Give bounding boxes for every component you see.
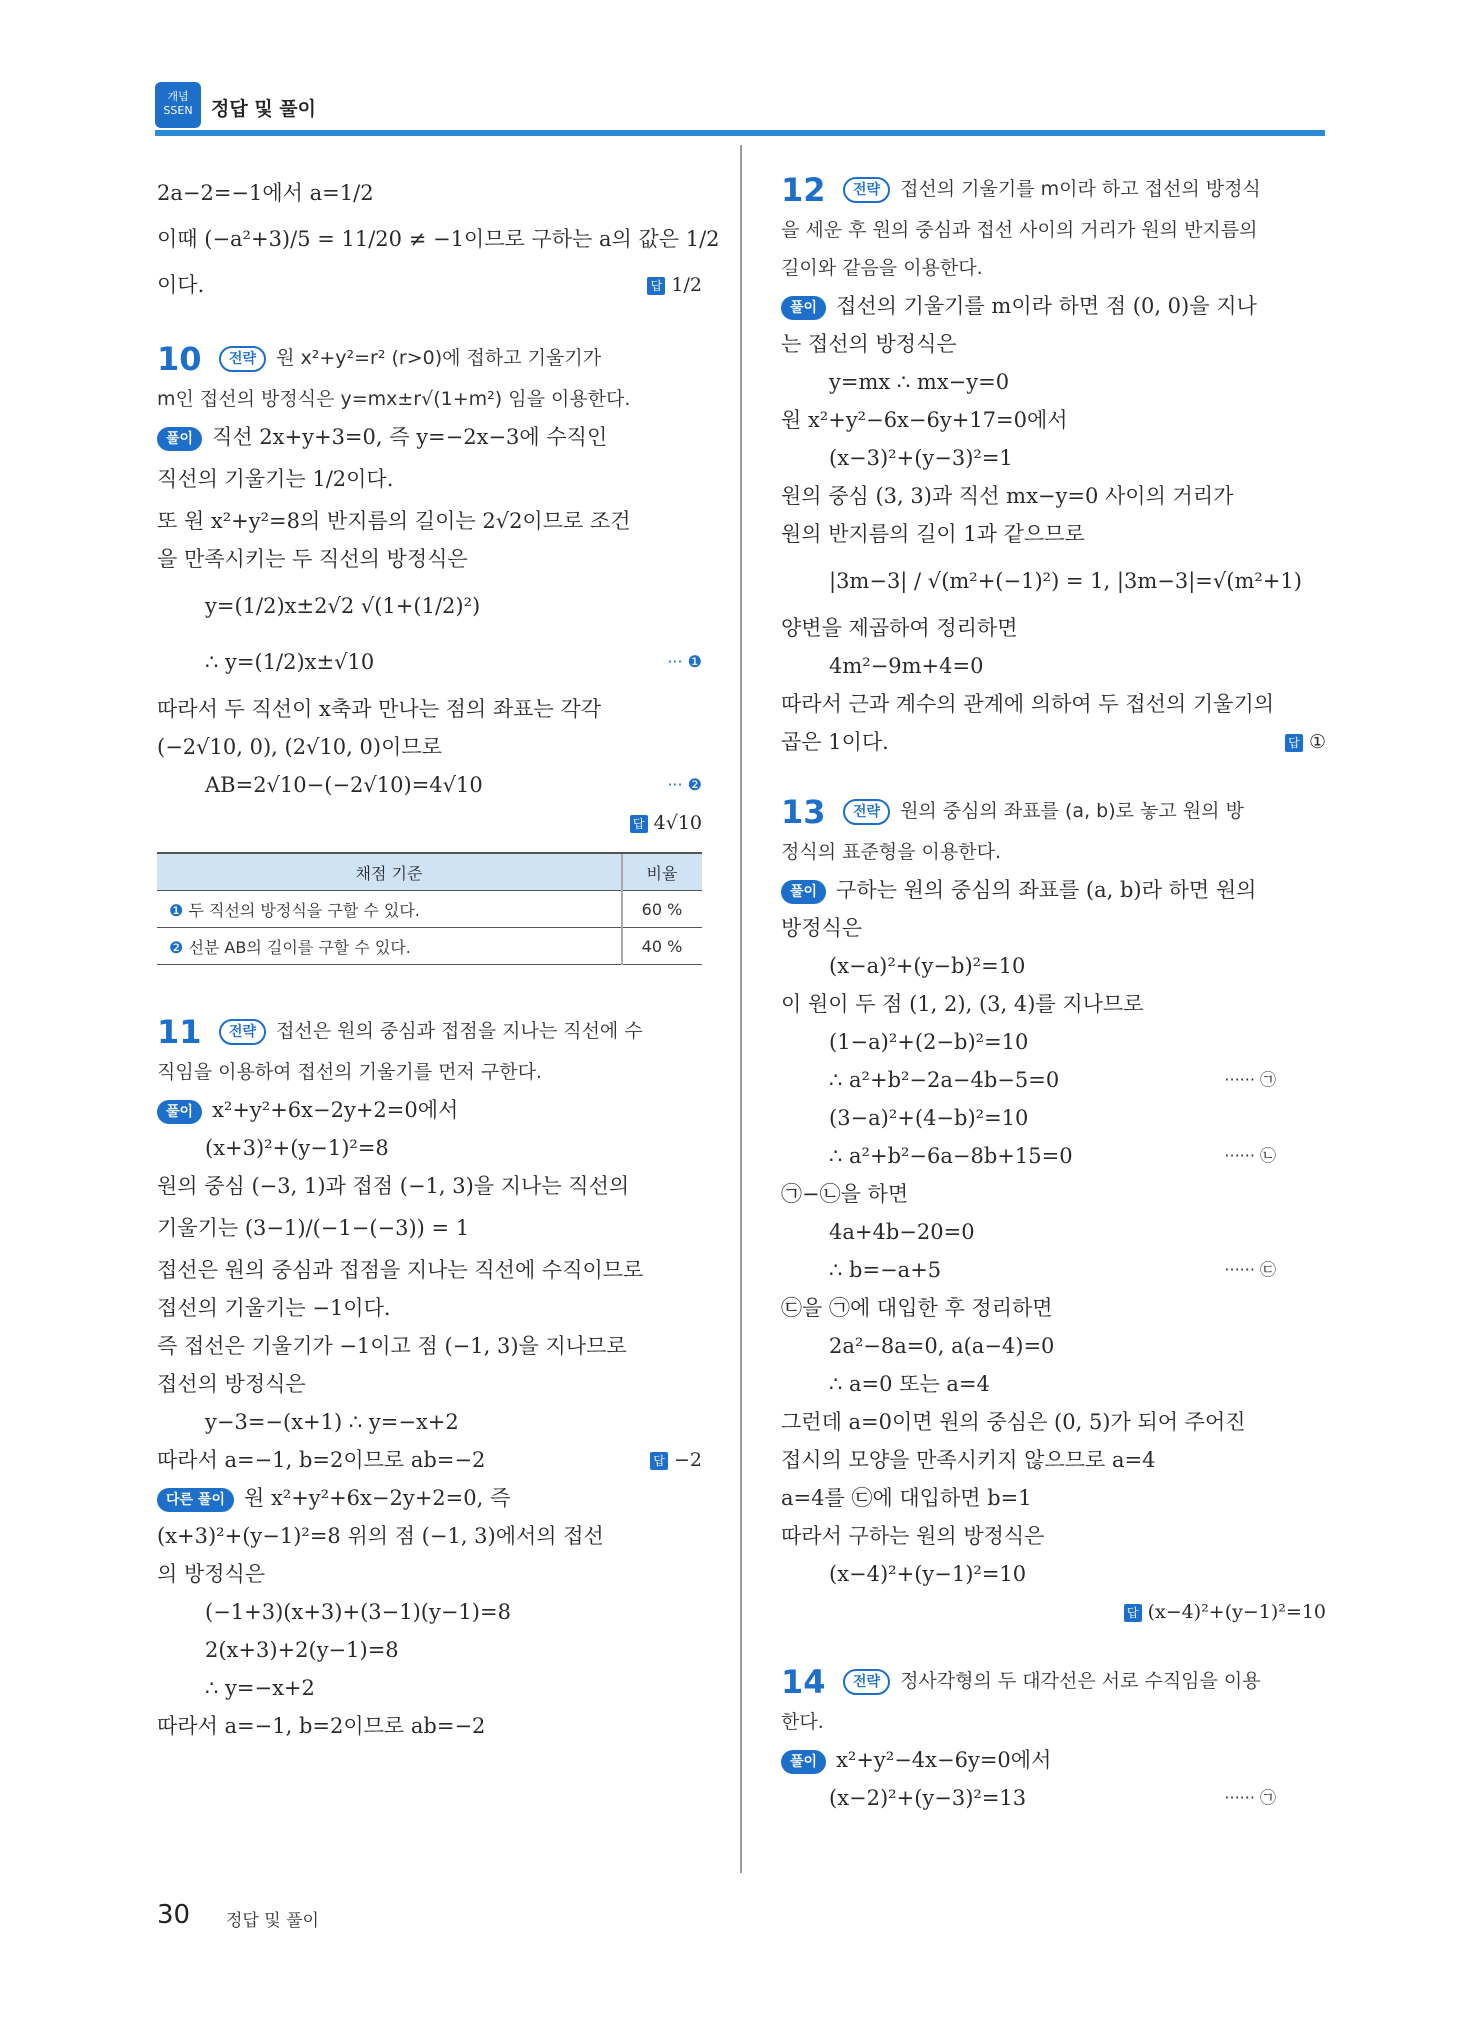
equation-line: (x−4)²+(y−1)²=10 <box>829 1562 1027 1586</box>
text: 이다. <box>157 273 205 297</box>
problem-12-header <box>781 165 1326 211</box>
text: x²+y²−4x−6y=0에서 <box>836 1748 1052 1772</box>
solution-line: 그런데 a=0이면 원의 중심은 (0, 5)가 되어 주어진 <box>781 1410 1246 1434</box>
table-row <box>157 928 702 965</box>
equation-line: ∴ a=0 또는 a=4 <box>829 1372 990 1396</box>
solution-line: a=4를 ㉢에 대입하면 b=1 <box>781 1486 1032 1510</box>
equation-line: (x−3)²+(y−3)²=1 <box>829 446 1013 470</box>
table-header: 비율 <box>622 853 702 891</box>
equation-line <box>157 766 702 804</box>
text: x²+y²+6x−2y+2=0에서 <box>212 1098 459 1122</box>
table-cell: 40 % <box>622 928 702 965</box>
answer-value: ① <box>1308 731 1326 753</box>
scoring-table <box>157 852 702 965</box>
solution-line <box>157 1441 702 1479</box>
answer-line <box>157 804 702 842</box>
problem-number: 10 <box>157 339 202 378</box>
answer-value: −2 <box>673 1449 702 1471</box>
solution-line: (−2√10, 0), (2√10, 0)이므로 <box>157 735 442 759</box>
solution-line: 따라서 a=−1, b=2이므로 ab=−2 <box>157 1714 486 1738</box>
solution-badge: 풀이 <box>157 427 202 451</box>
strategy-badge: 전략 <box>843 1669 890 1695</box>
solution-line: (x+3)²+(y−1)²=8 위의 점 (−1, 3)에서의 접선 <box>157 1524 604 1548</box>
solution-line: 이 원이 두 점 (1, 2), (3, 4)를 지나므로 <box>781 992 1144 1016</box>
solution-line: ㉢을 ㉠에 대입한 후 정리하면 <box>781 1296 1053 1320</box>
strategy-text: 정식의 표준형을 이용한다. <box>781 841 1002 863</box>
strategy-text: 접선은 원의 중심과 접점을 지나는 직선에 수 <box>276 1020 643 1042</box>
equation-line: 2(x+3)+2(y−1)=8 <box>205 1638 399 1662</box>
problem-number: 11 <box>157 1012 202 1051</box>
solution-line <box>781 871 1326 909</box>
answer-line <box>781 1593 1326 1631</box>
answer <box>647 262 702 308</box>
text: 직선 2x+y+3=0, 즉 y=−2x−3에 수직인 <box>212 425 608 449</box>
solution-line: 따라서 근과 계수의 관계에 의하여 두 접선의 기울기의 <box>781 692 1275 716</box>
solution-line: 따라서 구하는 원의 방정식은 <box>781 1524 1045 1548</box>
text-line <box>157 262 702 308</box>
step-mark: ··· ❶ <box>667 652 702 671</box>
text: (x−2)²+(y−3)²=13 <box>829 1786 1027 1810</box>
equation-line: (3−a)²+(4−b)²=10 <box>829 1106 1029 1130</box>
text: 원 x²+y²+6x−2y+2=0, 즉 <box>243 1486 511 1510</box>
equation-mark: ······ ㉠ <box>1224 1788 1276 1807</box>
strategy-text: 정사각형의 두 대각선은 서로 수직임을 이용 <box>900 1670 1261 1692</box>
answer-badge: 답 <box>647 277 665 295</box>
strategy-text: 길이와 같음을 이용한다. <box>781 257 983 279</box>
equation-line <box>157 634 702 690</box>
solution-line: 직선의 기울기는 1/2이다. <box>157 467 394 491</box>
solution-line: 또 원 x²+y²=8의 반지름의 길이는 2√2이므로 조건 <box>157 509 631 533</box>
equation-mark: ······ ㉢ <box>1224 1260 1276 1279</box>
equation-line <box>781 1061 1326 1099</box>
solution-line <box>157 418 702 456</box>
solution-line: 기울기는 (3−1)/(−1−(−3)) = 1 <box>157 1216 470 1240</box>
text: ∴ b=−a+5 <box>829 1258 942 1282</box>
header-title: 정답 및 풀이 <box>211 98 316 120</box>
strategy-badge: 전략 <box>219 346 266 372</box>
text: 구하는 원의 중심의 좌표를 (a, b)라 하면 원의 <box>836 878 1257 902</box>
answer <box>650 1441 702 1479</box>
footer-title: 정답 및 풀이 <box>226 1911 319 1931</box>
solution-line <box>781 1741 1326 1779</box>
strategy-text: 원 x²+y²=r² (r>0)에 접하고 기울기가 <box>276 347 602 369</box>
problem-14-header <box>781 1657 1326 1703</box>
solution-line: 원의 중심 (3, 3)과 직선 mx−y=0 사이의 거리가 <box>781 484 1234 508</box>
solution-line: 원 x²+y²−6x−6y+17=0에서 <box>781 408 1068 432</box>
equation-line: ∴ y=−x+2 <box>205 1676 315 1700</box>
problem-number: 14 <box>781 1662 826 1701</box>
solution-line: 는 접선의 방정식은 <box>781 332 957 356</box>
text: AB=2√10−(−2√10)=4√10 <box>205 773 483 797</box>
text: 곱은 1이다. <box>781 730 889 754</box>
text: 접선의 기울기를 m이라 하면 점 (0, 0)을 지나 <box>836 294 1257 318</box>
problem-11-header <box>157 1007 702 1053</box>
page-number: 30 <box>157 1900 191 1930</box>
solution-line: 접선의 방정식은 <box>157 1372 306 1396</box>
equation-line: (1−a)²+(2−b)²=10 <box>829 1030 1029 1054</box>
circle-number: ❷ <box>169 937 184 957</box>
solution-line: 접시의 모양을 만족시키지 않으므로 a=4 <box>781 1448 1156 1472</box>
text: 선분 AB의 길이를 구할 수 있다. <box>188 937 411 957</box>
logo: 개념 SSEN <box>155 82 201 128</box>
solution-line <box>781 723 1326 761</box>
strategy-text: 을 세운 후 원의 중심과 접선 사이의 거리가 원의 반지름의 <box>781 219 1258 241</box>
strategy-text: 원의 중심의 좌표를 (a, b)로 놓고 원의 방 <box>900 800 1244 822</box>
strategy-text: 직임을 이용하여 접선의 기울기를 먼저 구한다. <box>157 1061 542 1083</box>
text: 두 직선의 방정식을 구할 수 있다. <box>188 900 420 920</box>
answer-badge: 답 <box>650 1452 668 1470</box>
answer <box>630 804 702 842</box>
solution-line: 방정식은 <box>781 916 863 940</box>
solution-line: 원의 중심 (−3, 1)과 접점 (−1, 3)을 지나는 직선의 <box>157 1174 630 1198</box>
solution-badge: 풀이 <box>781 296 826 320</box>
table-row <box>157 891 702 928</box>
solution-line <box>157 1091 702 1129</box>
solution-line: 접선의 기울기는 −1이다. <box>157 1296 391 1320</box>
alt-solution-line <box>157 1479 702 1517</box>
solution-badge: 풀이 <box>781 880 826 904</box>
left-column <box>157 170 720 1745</box>
equation-mark: ······ ㉡ <box>1224 1146 1276 1165</box>
equation-line: (−1+3)(x+3)+(3−1)(y−1)=8 <box>205 1600 511 1624</box>
header-rule <box>155 130 1325 136</box>
table-cell <box>157 891 622 928</box>
text: ∴ a²+b²−2a−4b−5=0 <box>829 1068 1060 1092</box>
text: ∴ y=(1/2)x±√10 <box>205 650 375 674</box>
equation-line: (x+3)²+(y−1)²=8 <box>205 1136 389 1160</box>
problem-number: 13 <box>781 792 826 831</box>
answer <box>1124 1593 1326 1631</box>
answer-value: 1/2 <box>671 274 702 296</box>
column-divider <box>740 145 742 1873</box>
solution-line: 을 만족시키는 두 직선의 방정식은 <box>157 547 468 571</box>
answer-value: 4√10 <box>653 812 702 834</box>
strategy-badge: 전략 <box>843 799 890 825</box>
solution-line: 접선은 원의 중심과 접점을 지나는 직선에 수직이므로 <box>157 1258 644 1282</box>
equation-line <box>781 1251 1326 1289</box>
page-header <box>155 82 1325 136</box>
equation-line <box>781 1137 1326 1175</box>
right-column <box>781 165 1326 1817</box>
text-line: 2a−2=−1에서 a=1/2 <box>157 181 374 205</box>
equation-line: y=(1/2)x±2√2 √(1+(1/2)²) <box>205 594 481 618</box>
equation-line: y−3=−(x+1) ∴ y=−x+2 <box>205 1410 459 1434</box>
equation-line: |3m−3| / √(m²+(−1)²) = 1, |3m−3|=√(m²+1) <box>829 569 1302 593</box>
equation-mark: ······ ㉠ <box>1224 1070 1276 1089</box>
table-header: 채점 기준 <box>157 853 622 891</box>
problem-13-header <box>781 787 1326 833</box>
table-cell <box>157 928 622 965</box>
alt-solution-badge: 다른 풀이 <box>157 1488 234 1512</box>
answer-value: (x−4)²+(y−1)²=10 <box>1147 1601 1326 1623</box>
answer-badge: 답 <box>1124 1604 1142 1622</box>
strategy-text: m인 접선의 방정식은 y=mx±r√(1+m²) 임을 이용한다. <box>157 388 631 410</box>
solution-line <box>781 287 1326 325</box>
strategy-text: 접선의 기울기를 m이라 하고 접선의 방정식 <box>900 178 1261 200</box>
text: 따라서 a=−1, b=2이므로 ab=−2 <box>157 1448 486 1472</box>
solution-badge: 풀이 <box>157 1100 202 1124</box>
text-line: 이때 (−a²+3)/5 = 11/20 ≠ −1이므로 구하는 a의 값은 1/2 <box>157 227 720 251</box>
answer-badge: 답 <box>1285 734 1303 752</box>
equation-line: 4m²−9m+4=0 <box>829 654 984 678</box>
solution-line: 양변을 제곱하여 정리하면 <box>781 616 1018 640</box>
strategy-text: 한다. <box>781 1711 824 1733</box>
step-mark: ··· ❷ <box>667 775 702 794</box>
solution-line: 따라서 두 직선이 x축과 만나는 점의 좌표는 각각 <box>157 697 602 721</box>
equation-line <box>781 1779 1326 1817</box>
text: ∴ a²+b²−6a−8b+15=0 <box>829 1144 1073 1168</box>
equation-line: y=mx ∴ mx−y=0 <box>829 370 1010 394</box>
table-cell: 60 % <box>622 891 702 928</box>
answer <box>1285 723 1326 761</box>
problem-number: 12 <box>781 170 826 209</box>
solution-line: 원의 반지름의 길이 1과 같으므로 <box>781 522 1085 546</box>
equation-line: 2a²−8a=0, a(a−4)=0 <box>829 1334 1055 1358</box>
solution-line: 의 방정식은 <box>157 1562 266 1586</box>
circle-number: ❶ <box>169 900 184 920</box>
equation-line: 4a+4b−20=0 <box>829 1220 975 1244</box>
equation-line: (x−a)²+(y−b)²=10 <box>829 954 1026 978</box>
strategy-badge: 전략 <box>219 1019 266 1045</box>
solution-badge: 풀이 <box>781 1750 826 1774</box>
solution-line: 즉 접선은 기울기가 −1이고 점 (−1, 3)을 지나므로 <box>157 1334 627 1358</box>
solution-line: ㉠−㉡을 하면 <box>781 1182 909 1206</box>
problem-10-header <box>157 334 702 380</box>
answer-badge: 답 <box>630 815 648 833</box>
strategy-badge: 전략 <box>843 177 890 203</box>
